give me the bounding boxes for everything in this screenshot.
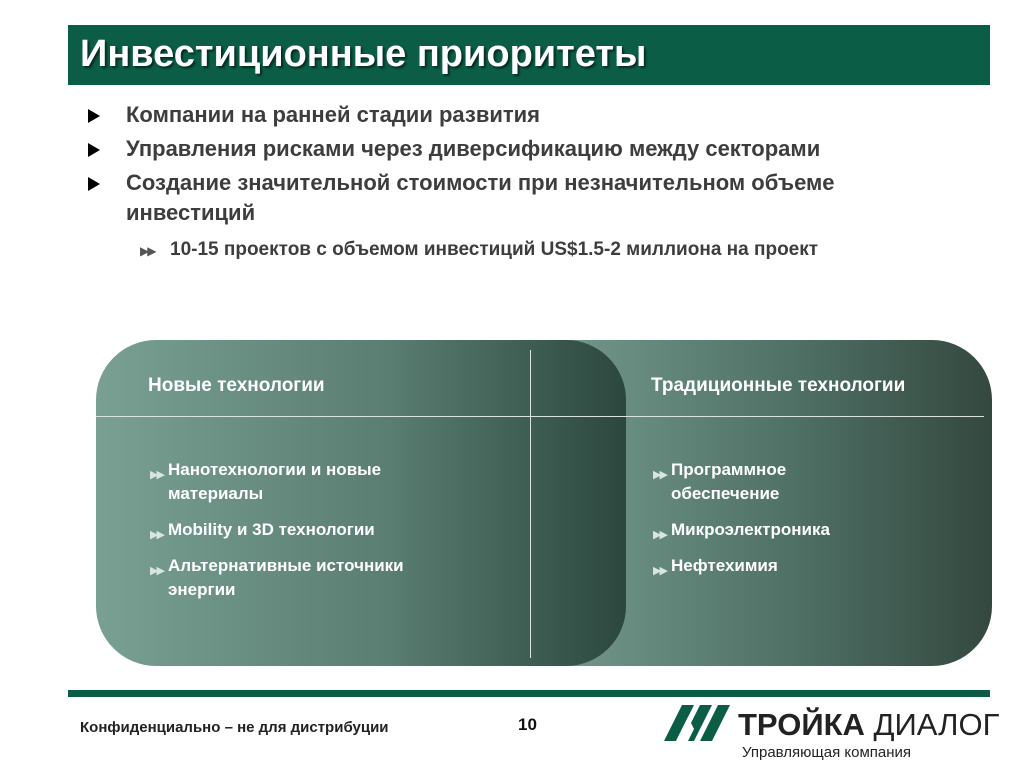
item-text: Нефтехимия — [671, 556, 778, 575]
double-chevron-icon: ▶▶ — [653, 565, 666, 577]
bullet-item — [88, 168, 968, 228]
bullet-text: Создание значительной стоимости при незначительном объеме инвестиций — [126, 170, 835, 225]
double-chevron-icon: ▶▶ — [150, 529, 163, 541]
list-item — [651, 458, 851, 506]
bullet-item — [88, 134, 968, 164]
double-chevron-icon: ▶▶ — [150, 565, 163, 577]
sub-bullet-item — [88, 236, 968, 264]
confidential-notice: Конфиденциально – не для дистрибуции — [80, 719, 389, 736]
item-text: Программное обеспечение — [671, 460, 787, 503]
list-item — [148, 554, 448, 602]
footer-bar — [68, 690, 990, 697]
double-chevron-icon: ▶▶ — [150, 469, 163, 481]
item-text: Нанотехнологии и новые материалы — [168, 460, 382, 503]
item-text: Альтернативные источники энергии — [168, 556, 404, 599]
list-item — [651, 554, 851, 578]
panel-divider-vertical — [530, 350, 531, 658]
bullet-text: Управления рисками через диверсификацию между секторами — [126, 136, 821, 161]
list-item — [148, 518, 448, 542]
title-bar — [68, 25, 990, 85]
traditional-tech-heading: Традиционные технологии — [651, 375, 906, 396]
page-title: Инвестиционные приоритеты — [80, 33, 647, 75]
item-text: Микроэлектроника — [671, 520, 830, 539]
double-chevron-icon: ▶▶ — [653, 469, 666, 481]
logo-subtitle: Управляющая компания — [742, 744, 912, 761]
logo-name: ДИАЛОГ — [873, 707, 1000, 742]
list-item — [148, 458, 448, 506]
page-number: 10 — [518, 715, 537, 734]
list-item — [651, 518, 851, 542]
double-chevron-icon: ▶▶ — [140, 244, 155, 258]
sub-bullet-text: 10-15 проектов с объемом инвестиций US$1.5-2 миллиона на проект — [170, 239, 819, 260]
logo-wordmark — [738, 707, 999, 743]
logo-brand: ТРОЙКА — [738, 707, 865, 742]
bullet-text: Компании на ранней стадии развития — [126, 102, 541, 127]
new-tech-list — [148, 458, 448, 614]
item-text: Mobility и 3D технологии — [168, 520, 375, 539]
troika-logo-icon — [664, 703, 734, 741]
panel-divider-horizontal — [96, 416, 984, 417]
bullet-item — [88, 100, 968, 130]
triangle-arrow-icon — [88, 109, 100, 123]
traditional-tech-list — [651, 458, 851, 590]
triangle-arrow-icon — [88, 177, 100, 191]
double-chevron-icon: ▶▶ — [653, 529, 666, 541]
new-tech-heading: Новые технологии — [148, 375, 325, 396]
triangle-arrow-icon — [88, 143, 100, 157]
bullet-list — [88, 100, 968, 264]
